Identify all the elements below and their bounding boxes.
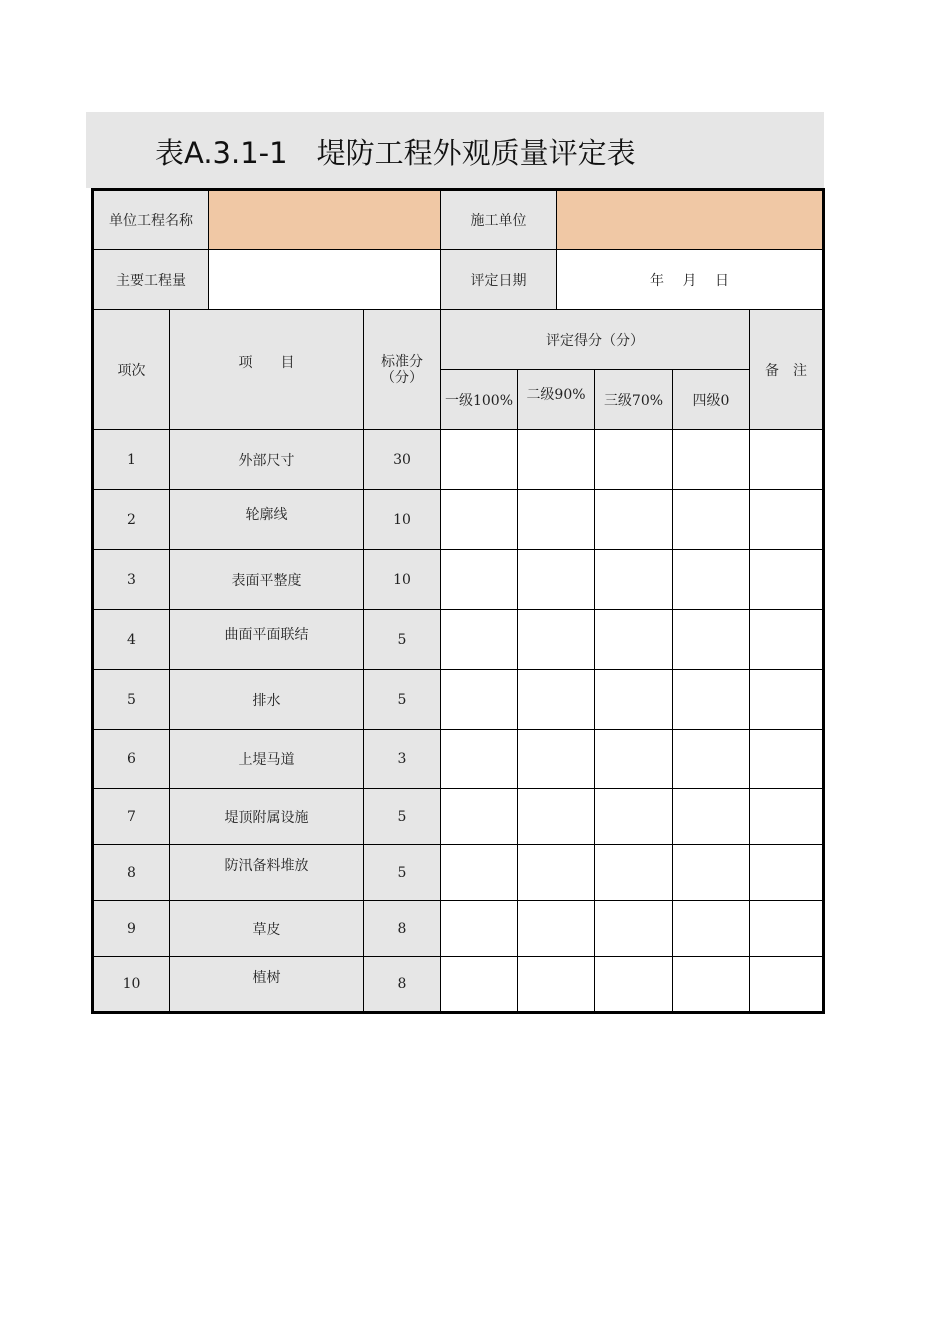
grade4-cell[interactable]: [673, 490, 750, 550]
unit-project-field[interactable]: [209, 190, 441, 250]
grade3-cell[interactable]: [595, 901, 673, 957]
row-std-score: 3: [364, 730, 441, 789]
table-row: [93, 789, 824, 845]
row-item: 上堤马道: [170, 730, 364, 789]
row-std-score: 10: [364, 490, 441, 550]
remark-cell[interactable]: [750, 789, 824, 845]
quality-assessment-table: [91, 188, 825, 1014]
grade2-cell[interactable]: [518, 957, 595, 1013]
remark-cell[interactable]: [750, 430, 824, 490]
col-score-group-header: 评定得分（分）: [441, 310, 750, 370]
row-item: 曲面平面联结: [170, 610, 364, 670]
grade3-cell[interactable]: [595, 957, 673, 1013]
grade4-cell[interactable]: [673, 730, 750, 789]
col-std-score-header: 标准分（分）: [364, 310, 441, 430]
row-std-score: 5: [364, 789, 441, 845]
row-index: 7: [93, 789, 170, 845]
remark-cell[interactable]: [750, 845, 824, 901]
grade4-cell[interactable]: [673, 957, 750, 1013]
row-std-score: 30: [364, 430, 441, 490]
row-std-score: 8: [364, 901, 441, 957]
main-quantity-label: 主要工程量: [93, 250, 209, 310]
row-index: 10: [93, 957, 170, 1013]
unit-project-label: 单位工程名称: [93, 190, 209, 250]
grade1-cell[interactable]: [441, 901, 518, 957]
grade3-cell[interactable]: [595, 789, 673, 845]
grade2-cell[interactable]: [518, 550, 595, 610]
grade4-cell[interactable]: [673, 610, 750, 670]
grade1-cell[interactable]: [441, 845, 518, 901]
grade4-cell[interactable]: [673, 901, 750, 957]
remark-cell[interactable]: [750, 490, 824, 550]
grade1-cell[interactable]: [441, 789, 518, 845]
remark-cell[interactable]: [750, 610, 824, 670]
table-row: [93, 670, 824, 730]
col-grade2-header: 二级90%: [518, 370, 595, 430]
grade4-cell[interactable]: [673, 845, 750, 901]
col-grade4-header: 四级0: [673, 370, 750, 430]
eval-date-label: 评定日期: [441, 250, 557, 310]
grade3-cell[interactable]: [595, 730, 673, 789]
grade4-cell[interactable]: [673, 789, 750, 845]
col-grade1-header: 一级100%: [441, 370, 518, 430]
grade3-cell[interactable]: [595, 430, 673, 490]
page-title: 表A.3.1-1 堤防工程外观质量评定表: [155, 136, 636, 170]
table-row: [93, 610, 824, 670]
table-row: [93, 550, 824, 610]
row-std-score: 5: [364, 670, 441, 730]
col-index-header: 项次: [93, 310, 170, 430]
remark-cell[interactable]: [750, 957, 824, 1013]
row-item: 堤顶附属设施: [170, 789, 364, 845]
row-index: 3: [93, 550, 170, 610]
row-item: 轮廓线: [170, 490, 364, 550]
eval-date-field[interactable]: 年 月 日: [557, 250, 824, 310]
header-row-2: [93, 250, 824, 310]
col-grade3-header: 三级70%: [595, 370, 673, 430]
row-index: 4: [93, 610, 170, 670]
grade1-cell[interactable]: [441, 490, 518, 550]
col-item-header: 项 目: [170, 310, 364, 430]
row-std-score: 8: [364, 957, 441, 1013]
row-item: 表面平整度: [170, 550, 364, 610]
grade4-cell[interactable]: [673, 670, 750, 730]
row-item: 排水: [170, 670, 364, 730]
row-item: 外部尺寸: [170, 430, 364, 490]
table-row: [93, 845, 824, 901]
row-std-score: 5: [364, 845, 441, 901]
grade1-cell[interactable]: [441, 730, 518, 789]
grade3-cell[interactable]: [595, 550, 673, 610]
header-row-1: [93, 190, 824, 250]
row-item: 防汛备料堆放: [170, 845, 364, 901]
grade2-cell[interactable]: [518, 789, 595, 845]
table-row: [93, 957, 824, 1013]
row-index: 5: [93, 670, 170, 730]
row-index: 1: [93, 430, 170, 490]
grade2-cell[interactable]: [518, 730, 595, 789]
column-header-row-1: [93, 310, 824, 370]
remark-cell[interactable]: [750, 550, 824, 610]
grade2-cell[interactable]: [518, 490, 595, 550]
row-index: 8: [93, 845, 170, 901]
grade1-cell[interactable]: [441, 430, 518, 490]
grade2-cell[interactable]: [518, 670, 595, 730]
row-std-score: 5: [364, 610, 441, 670]
grade1-cell[interactable]: [441, 957, 518, 1013]
row-index: 2: [93, 490, 170, 550]
grade3-cell[interactable]: [595, 490, 673, 550]
grade2-cell[interactable]: [518, 901, 595, 957]
grade3-cell[interactable]: [595, 670, 673, 730]
table-row: [93, 490, 824, 550]
row-std-score: 10: [364, 550, 441, 610]
col-remark-header: 备 注: [750, 310, 824, 430]
table-row: [93, 730, 824, 789]
row-index: 9: [93, 901, 170, 957]
table-row: [93, 430, 824, 490]
remark-cell[interactable]: [750, 730, 824, 789]
row-item: 植树: [170, 957, 364, 1013]
grade3-cell[interactable]: [595, 845, 673, 901]
main-quantity-field[interactable]: [209, 250, 441, 310]
grade1-cell[interactable]: [441, 670, 518, 730]
row-index: 6: [93, 730, 170, 789]
grade1-cell[interactable]: [441, 610, 518, 670]
grade2-cell[interactable]: [518, 610, 595, 670]
row-item: 草皮: [170, 901, 364, 957]
grade3-cell[interactable]: [595, 610, 673, 670]
table-row: [93, 901, 824, 957]
grade2-cell[interactable]: [518, 430, 595, 490]
grade2-cell[interactable]: [518, 845, 595, 901]
grade1-cell[interactable]: [441, 550, 518, 610]
construction-unit-field[interactable]: [557, 190, 824, 250]
grade4-cell[interactable]: [673, 550, 750, 610]
grade4-cell[interactable]: [673, 430, 750, 490]
remark-cell[interactable]: [750, 901, 824, 957]
construction-unit-label: 施工单位: [441, 190, 557, 250]
remark-cell[interactable]: [750, 670, 824, 730]
